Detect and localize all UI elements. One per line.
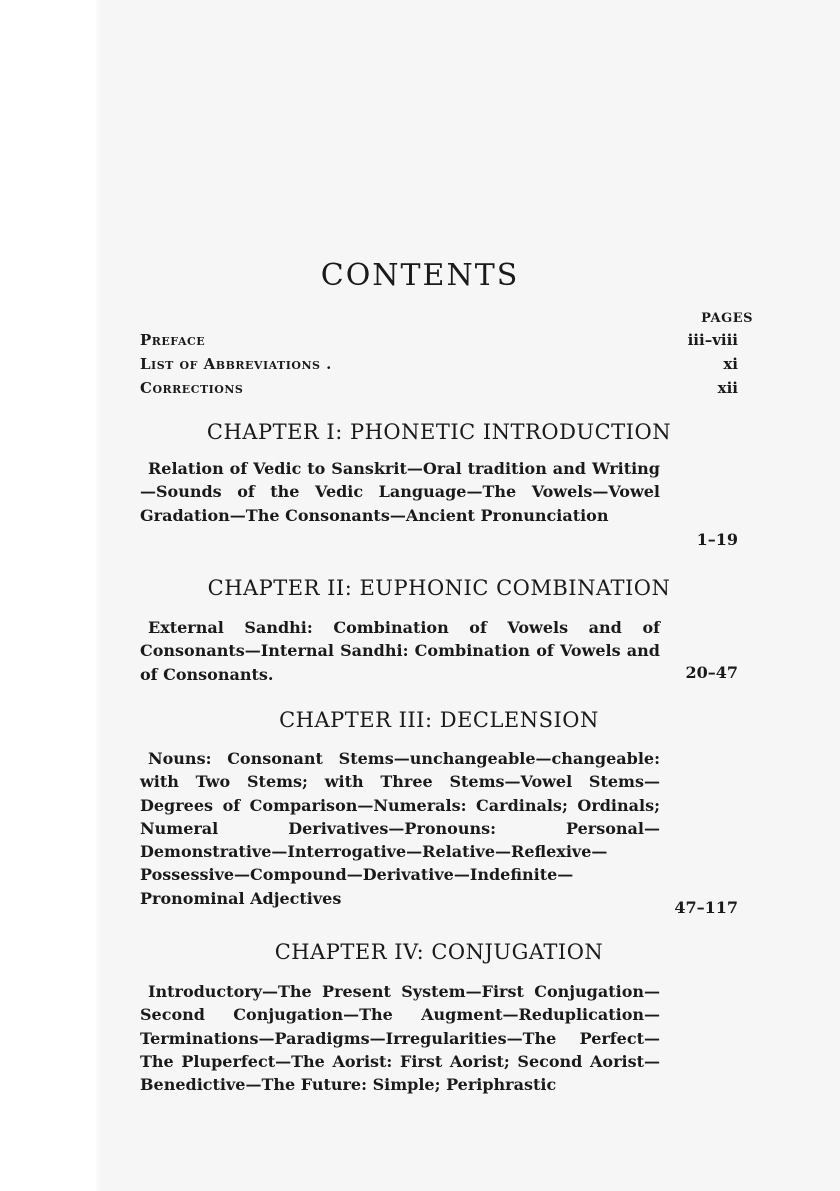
front-matter-pages: xii [717,379,738,397]
chapter-summary: External Sandhi: Combination of Vowels and of Consonants—Internal Sandhi: Combination of Vowels and of Consonants. [140,618,660,684]
front-matter-pages: xi [723,355,738,373]
page-title: CONTENTS [320,258,520,293]
front-matter-row [140,331,738,349]
front-matter-label: Preface [140,331,206,349]
front-matter-label: List of Abbreviations . [140,355,332,373]
chapter-heading: CHAPTER III: DECLENSION [279,708,599,732]
chapter-summary: Relation of Vedic to Sanskrit—Oral tradition and Writing—Sounds of the Vedic Language—The Vowels—Vowel Gradation—The Consonants—Ancient Pronunciation [140,459,660,525]
chapter-summary: Introductory—The Present System—First Conjugation—Second Conjugation—The Augment—Reduplication—Terminations—Paradigms—Irregularities—The Perfect—The Pluperfect—The Aorist: First Aorist; Second Aorist—Benedictive—The Future: Simple; Periphrastic [140,982,660,1095]
pages-column-header: PAGES [701,311,753,326]
front-matter-label: Corrections [140,379,244,397]
chapter-heading: CHAPTER I: PHONETIC INTRODUCTION [206,420,672,444]
front-matter-row [140,379,738,397]
chapter-pages: 47–117 [674,898,738,917]
chapter-pages: 1–19 [696,530,738,549]
chapter-heading: CHAPTER IV: CONJUGATION [274,940,604,964]
front-matter-pages: iii–viii [687,331,738,349]
front-matter-row [140,355,738,373]
chapter-heading: CHAPTER II: EUPHONIC COMBINATION [207,576,671,600]
chapter-pages: 20–47 [685,663,738,682]
chapter-summary: Nouns: Consonant Stems—unchangeable—changeable: with Two Stems; with Three Stems—Vowel Stems—Degrees of Comparison—Numerals: Cardinals; Ordinals; Numeral Derivatives—Pronouns: Personal—Demonstrative—Interrogative—Relative—Reflexive—Possessive—Compound—Derivative—Indefinite—Pronominal Adjectives [140,749,660,908]
